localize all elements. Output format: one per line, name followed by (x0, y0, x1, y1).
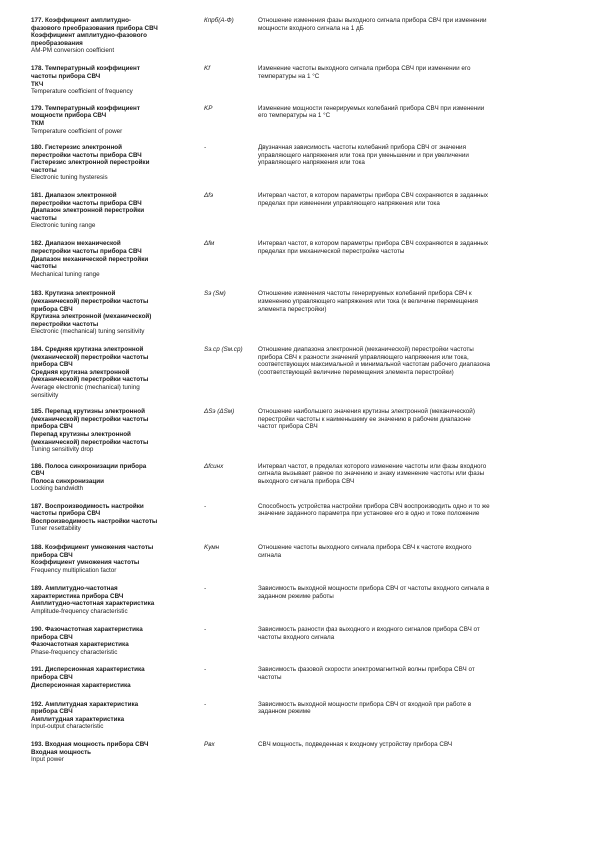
term-name (31, 408, 204, 454)
term-definition-line: Интервал частот, в котором параметры прибора СВЧ сохраняются в заданных (258, 192, 489, 200)
term-name-line: Electronic tuning hysteresis (31, 174, 108, 182)
term-definition-line: управляющего напряжения или тока при уменьшении и при увеличении (258, 151, 469, 159)
term-name-line: 178. Температурный коэффициент (31, 65, 140, 73)
term-name-line: 192. Амплитудная характеристика (31, 700, 139, 708)
term-name-line: прибора СВЧ (31, 708, 73, 716)
term-definition-line: (соответствующей величине перемещения элемента перестройки) (258, 368, 454, 376)
term-name-line: Input power (31, 756, 64, 764)
term-definition-line: управляющего напряжения или тока (258, 159, 365, 167)
term-symbol (204, 65, 258, 73)
term-symbol-line: Δfсинх (204, 462, 224, 470)
term-definition-line: частоты (258, 673, 282, 681)
term-name-line: sensitivity (31, 391, 59, 399)
term-name-line: Electronic tuning range (31, 222, 96, 230)
term-name-line: (механической) перестройки частоты (31, 298, 149, 305)
term-symbol-line: - (204, 626, 207, 634)
term-entry (31, 503, 571, 533)
term-name-line: Input-output characteristic (31, 723, 104, 731)
term-definition (258, 192, 571, 207)
term-symbol (204, 463, 258, 471)
term-symbol-line: Δfэ (204, 192, 214, 200)
term-name (31, 503, 204, 533)
term-name-line: Mechanical tuning range (31, 270, 100, 278)
term-symbol-line: Sэ (Sм) (204, 290, 226, 298)
term-symbol (204, 17, 258, 25)
term-name-line: Амплитудно-частотная характеристика (31, 600, 155, 608)
term-name-line: прибора СВЧ (31, 673, 73, 681)
term-name-line: перестройки частоты прибора СВЧ (31, 199, 142, 207)
term-name-line: Средняя крутизна электронной (31, 368, 130, 376)
term-symbol (204, 105, 258, 113)
term-name-line: Перепад крутизны электронной (31, 430, 131, 438)
term-name (31, 290, 204, 336)
term-definition (258, 741, 571, 749)
term-definition-line: частот прибора СВЧ (258, 423, 318, 431)
term-name-line: 193. Входная мощность прибора СВЧ (31, 741, 149, 749)
term-name-line: Temperature coefficient of power (31, 127, 123, 135)
term-name-line: 179. Температурный коэффициент (31, 104, 140, 112)
term-name-line: 188. Коэффициент умножения частоты (31, 544, 154, 552)
term-name-line: 183. Крутизна электронной (31, 290, 116, 298)
term-name-line: Electronic (mechanical) tuning sensitivity (31, 328, 145, 336)
term-name-line: частоты (31, 263, 57, 271)
term-name (31, 240, 204, 278)
term-name-line: мощности прибора СВЧ (31, 112, 107, 120)
term-definition-line: СВЧ мощность, подведенная к входному устройству прибора СВЧ (258, 741, 453, 749)
term-definition-line: Отношение изменения частоты генерируемых колебаний прибора СВЧ к (258, 290, 472, 298)
term-definition (258, 626, 571, 641)
term-name-line: частоты прибора СВЧ (31, 510, 101, 518)
term-name (31, 626, 204, 656)
term-symbol-line: Sэ.ср (Sм.ср) (204, 345, 243, 353)
term-name-line: Amplitude-frequency characteristic (31, 607, 128, 615)
term-entry (31, 626, 571, 656)
term-name (31, 17, 204, 55)
term-definition (258, 346, 571, 376)
term-name-line: Крутизна электронной (механической) (31, 313, 152, 321)
term-entry (31, 65, 571, 95)
term-entry (31, 17, 571, 55)
term-name-line: (механической) перестройки частоты (31, 353, 149, 361)
term-name (31, 463, 204, 493)
term-symbol (204, 741, 258, 749)
term-symbol-line: - (204, 144, 207, 152)
term-name-line: 190. Фазочастотная характеристика (31, 626, 143, 634)
term-symbol-line: Kумн (204, 544, 220, 552)
term-symbol (204, 626, 258, 634)
term-definition-line: Зависимость выходной мощности прибора СВЧ от входной при работе в (258, 700, 472, 708)
term-name-line: 189. Амплитудно-частотная (31, 585, 118, 593)
term-name (31, 144, 204, 182)
term-name-line: Амплитудная характеристика (31, 715, 125, 723)
term-name-line: Полоса синхронизации (31, 477, 104, 485)
term-name-line: прибора СВЧ (31, 551, 73, 559)
term-name-line: Average electronic (mechanical) tuning (31, 383, 140, 391)
term-name-line: частоты (31, 214, 57, 222)
term-definition-line: Интервал частот, в пределах которого изменение частоты или фазы входного (258, 462, 487, 470)
term-name-line: Воспроизводимость настройки частоты (31, 517, 158, 525)
term-definition (258, 503, 571, 518)
term-definition-line: заданном режиме работы (258, 592, 334, 600)
term-definition-line: Зависимость фазовой скорости электромагнитной волны прибора СВЧ от (258, 666, 475, 674)
term-name-line: Входная мощность (31, 748, 92, 756)
term-definition-line: элемента перестройки) (258, 305, 327, 313)
term-definition (258, 701, 571, 716)
term-name-line: 182. Диапазон механической (31, 240, 121, 248)
term-name-line: Frequency multiplication factor (31, 567, 117, 574)
term-name-line: Фазочастотная характеристика (31, 641, 129, 649)
term-name-line: прибора СВЧ (31, 361, 73, 369)
term-name-line: перестройки частоты (31, 320, 99, 328)
term-name-line: Гистерезис электронной перестройки (31, 159, 150, 167)
term-definition-line: пределах при изменении управляющего напряжения или тока (258, 199, 440, 207)
term-definition-line: Отношение частоты выходного сигнала прибора СВЧ к частоте входного (258, 544, 472, 552)
term-definition (258, 105, 571, 120)
term-name (31, 741, 204, 764)
term-symbol (204, 701, 258, 709)
term-symbol (204, 666, 258, 674)
term-definition (258, 408, 571, 431)
term-definition-line: Зависимость разности фаз выходного и входного сигналов прибора СВЧ от (258, 626, 480, 634)
term-definition-line: перестройки частоты к наименьшему ее значению в рабочем диапазоне (258, 415, 471, 423)
term-name-line: прибора СВЧ (31, 305, 73, 313)
term-name (31, 346, 204, 399)
term-definition (258, 17, 571, 32)
term-symbol (204, 192, 258, 200)
term-entry (31, 741, 571, 764)
term-symbol (204, 503, 258, 511)
term-name-line: 181. Диапазон электронной (31, 192, 117, 200)
term-name (31, 544, 204, 574)
term-name-line: 177. Коэффициент амплитудно- (31, 17, 132, 24)
term-symbol (204, 346, 258, 354)
term-name-line: (механической) перестройки частоты (31, 376, 149, 384)
term-name-line: (механической) перестройки частоты (31, 415, 149, 423)
term-entry (31, 144, 571, 182)
term-definition-line: Изменение частоты выходного сигнала прибора СВЧ при изменении его (258, 65, 471, 73)
term-symbol (204, 240, 258, 248)
term-entry (31, 463, 571, 493)
term-name-line: Диапазон механической перестройки (31, 255, 149, 263)
term-definition-line: Изменение мощности генерируемых колебаний прибора СВЧ при изменении (258, 104, 485, 112)
term-symbol-line: ΔSэ (ΔSм) (204, 408, 235, 416)
term-name-line: ТКМ (31, 119, 44, 127)
term-definition (258, 240, 571, 255)
term-name-line: Temperature coefficient of frequency (31, 88, 133, 96)
term-symbol-line: - (204, 700, 207, 708)
term-name-line: Locking bandwidth (31, 485, 84, 493)
term-definition-line: мощности входного сигнала на 1 дБ (258, 24, 364, 32)
term-name-line: прибора СВЧ (31, 423, 73, 431)
term-name-line: Коэффициент умножения частоты (31, 559, 140, 567)
term-name-line: перестройки частоты прибора СВЧ (31, 151, 142, 159)
term-symbol-line: Pвх (204, 741, 215, 749)
term-name (31, 701, 204, 731)
term-definition-line: значение заданного параметра при установке его в одно и тоже положение (258, 510, 480, 518)
term-symbol-line: KP (204, 104, 213, 112)
term-definition-line: сигнала (258, 551, 282, 559)
term-name-line: AM-PM conversion coefficient (31, 47, 115, 55)
term-name-line: Phase-frequency characteristic (31, 648, 118, 656)
term-symbol (204, 290, 258, 298)
term-entry (31, 544, 571, 574)
term-entry (31, 192, 571, 230)
term-definition-line: его температуры на 1 °С (258, 112, 331, 120)
term-name-line: Дисперсионная характеристика (31, 681, 131, 689)
term-name-line: Tuning sensitivity drop (31, 446, 94, 454)
term-definition-line: выходного сигнала прибора СВЧ (258, 477, 355, 485)
term-definition-line: температуры на 1 °С (258, 72, 320, 80)
term-name-line: прибора СВЧ (31, 633, 73, 641)
term-definition-line: Способность устройства настройки прибора СВЧ воспроизводить одно и то же (258, 502, 490, 510)
term-entry (31, 346, 571, 399)
term-definition-line: изменению управляющего напряжения или тока (к величине перемещения (258, 298, 478, 305)
term-symbol-line: Кпрб(А-Ф) (204, 17, 234, 24)
term-name (31, 585, 204, 615)
term-definition (258, 290, 571, 313)
term-definition-line: частоты входного сигнала (258, 633, 335, 641)
term-symbol-line: Δfм (204, 240, 215, 248)
term-definition (258, 463, 571, 486)
term-symbol-line: - (204, 585, 207, 593)
term-name-line: 187. Воспроизводимость настройки (31, 502, 144, 510)
term-name-line: 191. Дисперсионная характеристика (31, 666, 145, 674)
term-definition-line: заданном режиме (258, 708, 311, 716)
term-name (31, 666, 204, 689)
term-name-line: Диапазон электронной перестройки (31, 207, 145, 215)
term-name-line: преобразования (31, 39, 83, 47)
term-name-line: 180. Гистерезис электронной (31, 144, 122, 152)
term-definition (258, 666, 571, 681)
term-name-line: 184. Средняя крутизна электронной (31, 345, 144, 353)
term-symbol (204, 585, 258, 593)
term-name-line: частоты (31, 166, 57, 174)
term-name-line: 185. Перепад крутизны электронной (31, 408, 145, 416)
term-symbol (204, 144, 258, 152)
term-name-line: ТКЧ (31, 80, 44, 88)
term-name-line: 186. Полоса синхронизации прибора (31, 462, 147, 470)
term-symbol (204, 544, 258, 552)
term-entry (31, 240, 571, 278)
term-entry (31, 290, 571, 336)
term-symbol (204, 408, 258, 416)
term-definition (258, 144, 571, 167)
term-name-line: СВЧ (31, 470, 45, 478)
term-definition-line: Отношение диапазона электронной (механической) перестройки частоты (258, 345, 474, 353)
term-definition-line: Отношение наибольшего значения крутизны электронной (механической) (258, 408, 475, 416)
term-name-line: Коэффициент амплитудно-фазового (31, 32, 147, 40)
term-symbol-line: - (204, 666, 207, 674)
term-name-line: Tuner resettability (31, 525, 81, 533)
term-definition (258, 65, 571, 80)
term-name-line: фазового преобразования прибора СВЧ (31, 24, 158, 32)
term-definition-line: Зависимость выходной мощности прибора СВЧ от частоты входного сигнала в (258, 585, 490, 593)
term-name-line: перестройки частоты прибора СВЧ (31, 248, 142, 256)
term-name-line: частоты прибора СВЧ (31, 72, 101, 80)
term-name (31, 105, 204, 135)
term-entry (31, 666, 571, 689)
term-definition-line: Отношение изменения фазы выходного сигнала прибора СВЧ при изменении (258, 17, 487, 24)
term-definition (258, 544, 571, 559)
term-definition-line: пределах при механической перестройке частоты (258, 248, 405, 256)
term-entry (31, 408, 571, 454)
term-list (31, 17, 571, 764)
term-name (31, 65, 204, 95)
term-symbol-line: - (204, 502, 207, 510)
term-definition-line: соответствующих максимальной и минимальной частотам рабочего диапазона (258, 361, 491, 369)
term-name (31, 192, 204, 230)
term-name-line: (механической) перестройки частоты (31, 438, 149, 446)
term-entry (31, 105, 571, 135)
term-name-line: характеристика прибора СВЧ (31, 592, 124, 600)
term-definition-line: сигнала вызывает равное по значению и знаку изменение частоты или фазы (258, 470, 485, 478)
term-definition (258, 585, 571, 600)
term-symbol-line: Kf (204, 65, 210, 73)
term-definition-line: прибора СВЧ к разности значений управляющего напряжения или тока, (258, 353, 469, 361)
term-definition-line: Двузначная зависимость частоты колебаний прибора СВЧ от значения (258, 144, 466, 152)
term-definition-line: Интервал частот, в котором параметры прибора СВЧ сохраняются в заданных (258, 240, 489, 248)
term-entry (31, 585, 571, 615)
term-entry (31, 701, 571, 731)
